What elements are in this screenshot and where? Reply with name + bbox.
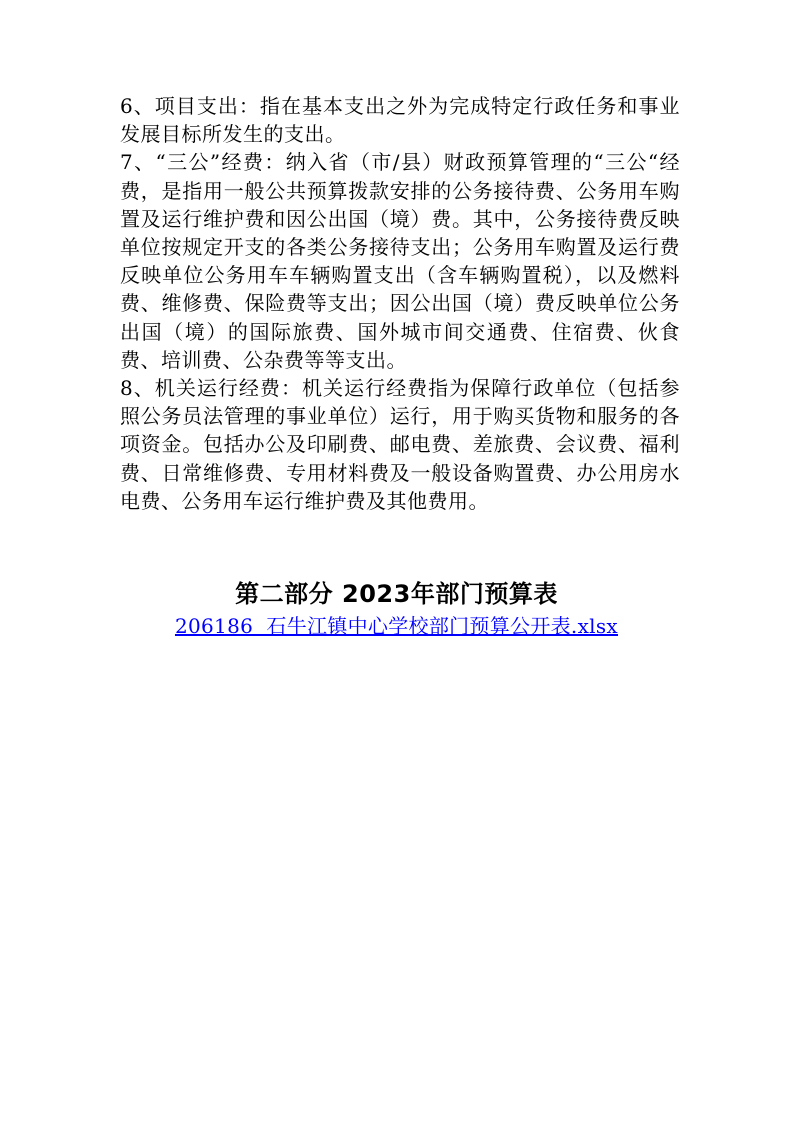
section-heading: 第二部分 2023年部门预算表	[235, 580, 558, 608]
attachment-link[interactable]: 206186 石牛江镇中心学校部门预算公开表.xlsx	[174, 614, 619, 638]
paragraph-three-public-funds: 7、“三公”经费：纳入省（市/县）财政预算管理的“三公“经费，是指用一般公共预算拨款安排的公务接待费、公务用车购置及运行维护费和因公出国（境）费。其中，公务接待费反映单位按规定开支的各类公务接待支出；公务用车购置及运行费反映单位公务用车车辆购置支出（含车辆购置税），以及燃料费、维修费、保险费等支出；因公出国（境）费反映单位公务出国（境）的国际旅费、国外城市间交通费、住宿费、伙食费、培训费、公杂费等等支出。	[120, 150, 680, 372]
paragraph-agency-operating-funds: 8、机关运行经费：机关运行经费指为保障行政单位（包括参照公务员法管理的事业单位）运行，用于购买货物和服务的各项资金。包括办公及印刷费、邮电费、差旅费、会议费、福利费、日常维修费、专用材料费及一般设备购置费、办公用房水电费、公务用车运行维护费及其他费用。	[120, 376, 680, 513]
paragraph-project-expenditure: 6、项目支出：指在基本支出之外为完成特定行政任务和事业发展目标所发生的支出。	[120, 94, 680, 147]
body-text	[120, 92, 680, 515]
